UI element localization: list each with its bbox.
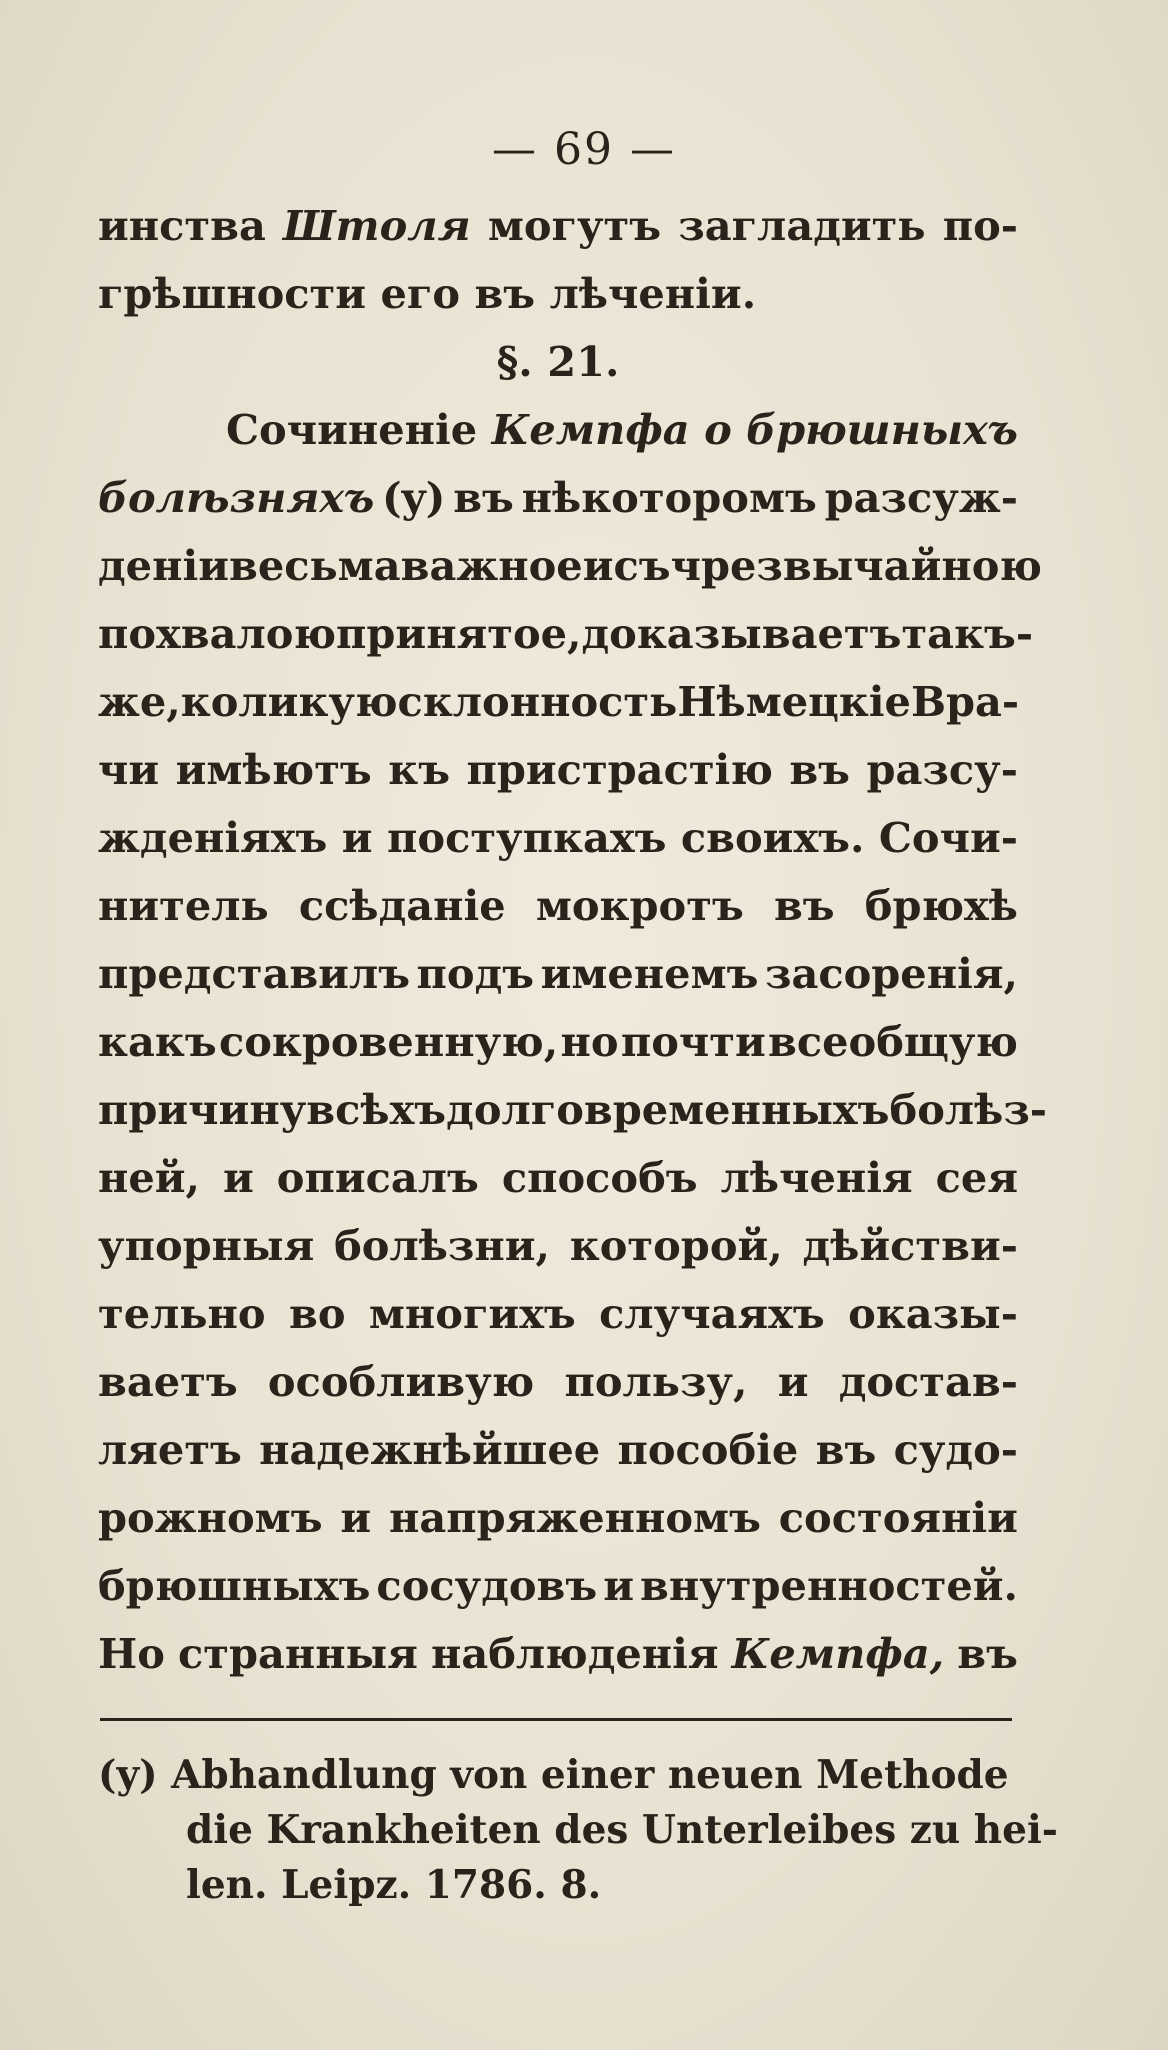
word: всеобщую <box>768 1017 1018 1066</box>
word: брюхѣ <box>864 881 1018 930</box>
text-line <box>98 532 1042 600</box>
word: Кемпфа, <box>731 1629 945 1678</box>
word: именемъ <box>540 949 759 998</box>
word: случаяхъ <box>599 1289 825 1338</box>
word: способъ <box>501 1153 698 1202</box>
footnote <box>98 1748 1058 1913</box>
word: судо- <box>893 1425 1018 1474</box>
word: и <box>777 1357 809 1406</box>
word: пользу, <box>564 1357 748 1406</box>
word: во <box>288 1289 346 1338</box>
word: грѣшности его въ лѣченіи. <box>98 269 757 318</box>
text-line <box>98 736 1018 804</box>
word: Нѣмецкіе <box>677 677 911 726</box>
text-line <box>98 192 1018 260</box>
word: Но <box>98 1629 165 1678</box>
word: нитель <box>98 881 269 930</box>
word: разсу- <box>866 745 1018 794</box>
word: пособіе <box>617 1425 799 1474</box>
text-line <box>98 804 1018 872</box>
word: разсуж- <box>824 473 1018 522</box>
word: брюшныхъ <box>746 405 1018 454</box>
text-line <box>98 1552 1018 1620</box>
word: странныя <box>177 1629 418 1678</box>
text-line <box>98 1144 1018 1212</box>
word: ссѣданіе <box>298 881 506 930</box>
word: же, <box>98 677 181 726</box>
word: Сочи- <box>878 813 1018 862</box>
word: достав- <box>838 1357 1018 1406</box>
word: и <box>341 813 373 862</box>
word: болѣз- <box>889 1085 1048 1134</box>
word: сосудовъ <box>376 1561 598 1610</box>
word: болѣзняхъ <box>98 473 375 522</box>
word: (y) <box>382 473 446 522</box>
word: Вра- <box>910 677 1020 726</box>
word: какъ <box>98 1017 217 1066</box>
word: сокровенную, <box>218 1017 559 1066</box>
word: весьма <box>228 541 401 590</box>
text-line <box>98 1076 1048 1144</box>
word: коликую <box>180 677 398 726</box>
word: имѣютъ <box>175 745 372 794</box>
word: упорныя <box>98 1221 315 1270</box>
word: подъ <box>416 949 535 998</box>
word: въ <box>789 745 851 794</box>
text-line <box>98 872 1018 940</box>
word: болѣзни, <box>334 1221 550 1270</box>
text-line <box>98 668 1018 736</box>
text-line <box>98 1008 1018 1076</box>
word: сея <box>935 1153 1018 1202</box>
word: почти <box>620 1017 766 1066</box>
text-line <box>98 1280 1018 1348</box>
word: брюшныхъ <box>98 1561 371 1610</box>
word: напряженномъ <box>388 1493 761 1542</box>
text-line <box>98 396 1018 464</box>
word: поступкахъ <box>387 813 667 862</box>
text-line <box>98 600 1034 668</box>
word: и <box>223 1153 254 1202</box>
word: тельно <box>98 1289 266 1338</box>
word: такъ- <box>901 609 1034 658</box>
text-line <box>98 260 1018 328</box>
word: которой, <box>569 1221 783 1270</box>
word: состояніи <box>778 1493 1018 1542</box>
word: похвалою <box>98 609 337 658</box>
word: къ <box>388 745 451 794</box>
footnote-line: (y) Abhandlung von einer neuen Methode <box>98 1752 1009 1798</box>
word: инства <box>98 201 266 250</box>
word: рожномъ <box>98 1493 323 1542</box>
word: и <box>603 1561 635 1610</box>
body-text <box>98 192 1048 1688</box>
word: чи <box>98 745 160 794</box>
text-line <box>98 464 1018 532</box>
word: принятое, <box>336 609 582 658</box>
word: склонность <box>397 677 678 726</box>
text-line <box>98 1484 1018 1552</box>
text-line <box>98 1212 1018 1280</box>
word: по- <box>942 201 1018 250</box>
word: о <box>704 405 732 454</box>
word: описалъ <box>276 1153 479 1202</box>
word: наблюденія <box>430 1629 719 1678</box>
text-line <box>98 1620 1018 1688</box>
word: лѣченія <box>720 1153 913 1202</box>
word: оказы- <box>848 1289 1018 1338</box>
word: ваетъ <box>98 1357 238 1406</box>
text-line <box>98 328 1018 396</box>
word: могутъ <box>487 201 662 250</box>
word: но <box>560 1017 619 1066</box>
word: долговременныхъ <box>446 1085 890 1134</box>
word: внутренностей. <box>640 1561 1018 1610</box>
word: дѣйстви- <box>802 1221 1018 1270</box>
word: ляетъ <box>98 1425 242 1474</box>
word: ней, <box>98 1153 201 1202</box>
word: засоренія, <box>764 949 1018 998</box>
word: загладить <box>678 201 926 250</box>
word: и <box>582 541 614 590</box>
word: надежнѣйшее <box>259 1425 601 1474</box>
word: въ <box>773 881 835 930</box>
word: Штоля <box>283 201 471 250</box>
word: пристрастію <box>466 745 773 794</box>
word: представилъ <box>98 949 411 998</box>
word: Сочиненіе <box>226 405 478 454</box>
word: всѣхъ <box>306 1085 447 1134</box>
word: своихъ. <box>680 813 865 862</box>
word: доказываетъ <box>581 609 902 658</box>
word: жденіяхъ <box>98 813 328 862</box>
text-line <box>98 940 1018 1008</box>
text-line <box>98 1348 1018 1416</box>
text-line <box>98 1416 1018 1484</box>
footnote-line: len. Leipz. 1786. 8. <box>186 1862 602 1908</box>
word: съ <box>613 541 671 590</box>
word: чрезвычайною <box>670 541 1042 590</box>
word: въ <box>957 1629 1018 1678</box>
word: причину <box>98 1085 307 1134</box>
word: въ <box>453 473 514 522</box>
page-number: — 69 — <box>492 124 676 175</box>
word: важное <box>400 541 583 590</box>
word: нѣкоторомъ <box>521 473 817 522</box>
word: многихъ <box>368 1289 576 1338</box>
footnote-line: die Krankheiten des Unterleibes zu hei- <box>186 1807 1058 1853</box>
word: мокротъ <box>535 881 744 930</box>
word: и <box>340 1493 372 1542</box>
word: въ <box>815 1425 877 1474</box>
word: деніи <box>98 541 229 590</box>
word: особливую <box>267 1357 535 1406</box>
word: Кемпфа <box>491 405 690 454</box>
word: §. 21. <box>496 337 620 386</box>
footnote-rule <box>100 1718 1012 1721</box>
